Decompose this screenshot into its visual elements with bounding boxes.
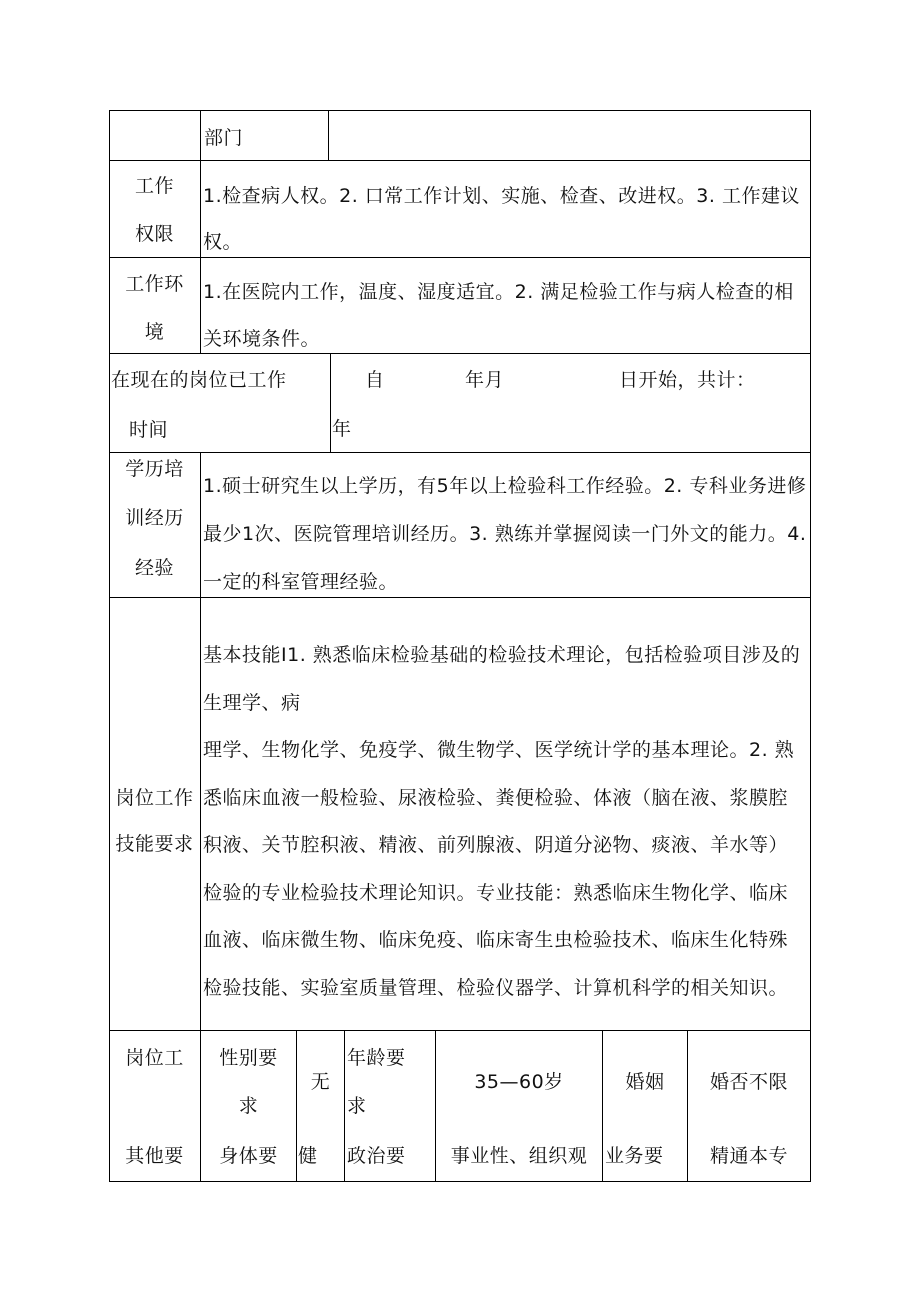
row-divider [109, 1030, 811, 1031]
skills-text-line: 血液、临床微生物、临床免疫、临床寄生虫检验技术、临床生化特殊 [203, 929, 789, 951]
col-divider [296, 1030, 297, 1182]
education-text-line3: 一定的科室管理经验。 [203, 571, 399, 593]
row-divider [109, 452, 811, 453]
health-value: 健 [298, 1145, 318, 1167]
table-border-left [109, 110, 110, 1182]
gender-value: 无 [310, 1071, 331, 1093]
authority-text-line1: 1.检查病人权。2. 口常工作计划、实施、检查、改进权。3. 工作建议 [203, 185, 800, 207]
politics-label: 政治要 [347, 1145, 406, 1167]
age-value: 35—60岁 [474, 1071, 564, 1093]
tenure-year-month: 年月 [465, 369, 505, 391]
environment-label-line2: 境 [144, 321, 165, 343]
education-text-line2: 最少1次、医院管理培训经历。3. 熟练并掌握阅读一门外文的能力。4. [203, 523, 807, 545]
gender-label-line1: 性别要 [219, 1047, 278, 1069]
other-label-line1: 岗位工 [125, 1047, 184, 1069]
skills-text-line: 基本技能I1. 熟悉临床检验基础的检验技术理论，包括检验项目涉及的 [203, 644, 801, 666]
age-label-line1: 年龄要 [347, 1047, 406, 1069]
marriage-label: 婚姻 [625, 1071, 665, 1093]
age-label-line2: 求 [347, 1095, 367, 1117]
col-divider [602, 1030, 603, 1182]
tenure-label-line1: 在现在的岗位已工作 [111, 369, 287, 391]
gender-label-line2: 求 [238, 1095, 259, 1117]
table-border-bottom [109, 1181, 811, 1182]
health-label: 身体要 [219, 1145, 278, 1167]
education-label-line2: 训经历 [125, 507, 184, 529]
tenure-label-line2: 时间 [129, 419, 169, 441]
business-label: 业务要 [605, 1145, 664, 1167]
skills-text-line: 理学、生物化学、免疫学、微生物学、医学统计学的基本理论。2. 熟 [203, 739, 795, 761]
education-text-line1: 1.硕士研究生以上学历，有5年以上检验科工作经验。2. 专科业务进修 [203, 475, 807, 497]
dept-label: 部门 [204, 127, 244, 149]
skills-text-line: 生理学、病 [203, 692, 301, 714]
table-border-right [810, 110, 811, 1182]
table-border-top [109, 110, 811, 111]
row-divider [109, 257, 811, 258]
business-value: 精通本专 [709, 1145, 788, 1167]
row-divider [109, 160, 811, 161]
authority-label-line2: 权限 [134, 223, 174, 245]
skills-text-line: 检验的专业检验技术理论知识。专业技能：熟悉临床生物化学、临床 [203, 882, 789, 904]
col-divider [200, 452, 201, 1182]
environment-label-line1: 工作环 [125, 273, 184, 295]
skills-label-line1: 岗位工作 [115, 787, 194, 809]
skills-text-line: 检验技能、实验室质量管理、检验仪器学、计算机科学的相关知识。 [203, 977, 789, 999]
tenure-year: 年 [332, 418, 352, 440]
tenure-from: 自 [365, 369, 385, 391]
other-label-line2: 其他要 [125, 1145, 184, 1167]
authority-label-line1: 工作 [134, 175, 174, 197]
tenure-day-start: 日开始，共计： [619, 369, 756, 391]
authority-text-line2: 权。 [203, 231, 243, 253]
job-description-table [109, 110, 811, 1182]
col-divider [200, 110, 201, 353]
politics-value: 事业性、组织观 [450, 1145, 588, 1167]
marriage-value: 婚否不限 [709, 1071, 788, 1093]
education-label-line1: 学历培 [125, 458, 184, 480]
col-divider [330, 353, 331, 452]
skills-text-line: 悉临床血液一般检验、尿液检验、粪便检验、体液（脑在液、浆膜腔 [203, 787, 789, 809]
col-divider [344, 1030, 345, 1182]
environment-text-line2: 关环境条件。 [203, 328, 321, 350]
row-divider [109, 597, 811, 598]
col-divider [328, 110, 329, 160]
environment-text-line1: 1.在医院内工作，温度、湿度适宜。2. 满足检验工作与病人检查的相 [203, 281, 794, 303]
row-divider [109, 353, 811, 354]
skills-text-line: 积液、关节腔积液、精液、前列腺液、阴道分泌物、痰液、羊水等） [203, 834, 789, 856]
education-label-line3: 经验 [134, 557, 174, 579]
skills-label-line2: 技能要求 [115, 833, 194, 855]
